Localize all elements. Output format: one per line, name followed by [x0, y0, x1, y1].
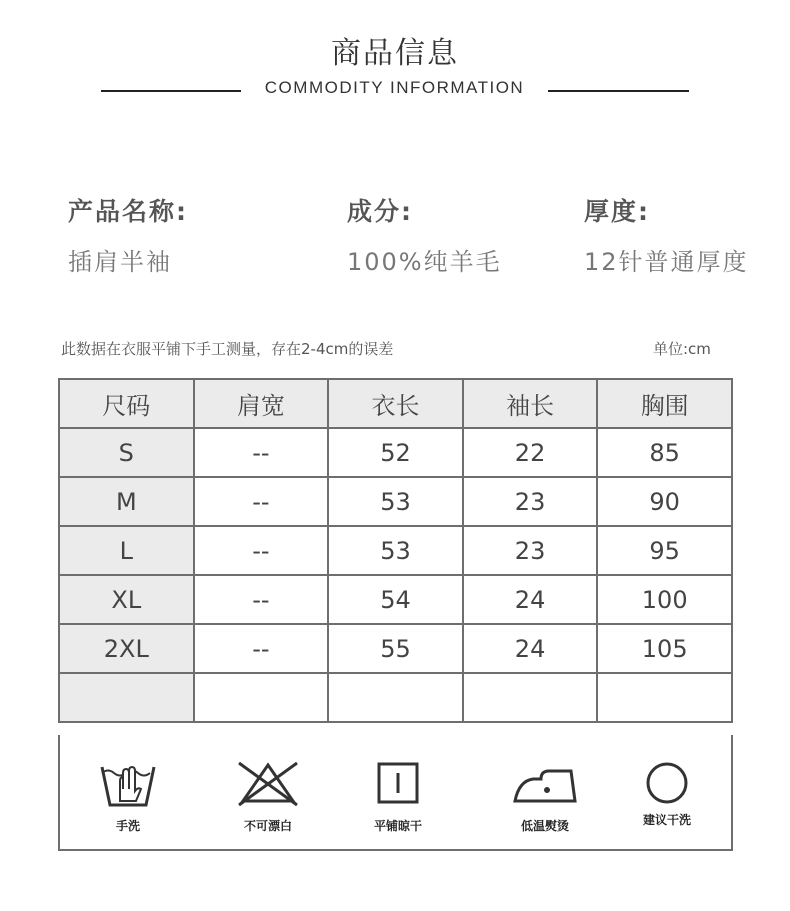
table-cell: --: [194, 526, 329, 575]
care-dry-flat: [338, 759, 458, 834]
table-cell: --: [194, 477, 329, 526]
table-row: [59, 575, 732, 624]
size-cell: L: [59, 526, 194, 575]
table-cell: 24: [463, 624, 598, 673]
care-label: 建议干洗: [642, 813, 691, 827]
header-cell: 肩宽: [194, 379, 329, 428]
divider-right: [548, 90, 689, 92]
dry-flat-icon: [374, 759, 422, 807]
table-cell: 53: [328, 526, 463, 575]
table-cell: 23: [463, 477, 598, 526]
info-thickness: [584, 192, 749, 277]
no-bleach-icon: [235, 759, 301, 807]
header-cell: 衣长: [328, 379, 463, 428]
info-value: 插肩半袖: [68, 248, 172, 276]
size-cell: M: [59, 477, 194, 526]
header-cell: 袖长: [463, 379, 598, 428]
table-cell: 23: [463, 526, 598, 575]
table-row: [59, 428, 732, 477]
table-cell: --: [194, 575, 329, 624]
page-subtitle: COMMODITY INFORMATION: [264, 78, 525, 97]
care-no-bleach: [208, 759, 328, 834]
info-label: 厚度:: [584, 197, 650, 226]
info-value: 100%纯羊毛: [347, 248, 502, 276]
unit-note: 单位:cm: [653, 340, 711, 358]
table-row-empty: [59, 673, 732, 722]
header-cell: 尺码: [59, 379, 194, 428]
care-label: 低温熨烫: [520, 819, 569, 833]
size-table: [58, 378, 733, 723]
table-row: [59, 624, 732, 673]
measurement-note: 此数据在衣服平铺下手工测量，存在2-4cm的误差: [61, 340, 394, 358]
dry-clean-icon: [643, 759, 691, 807]
size-cell: 2XL: [59, 624, 194, 673]
care-instructions: [58, 735, 733, 851]
info-label: 产品名称:: [68, 197, 188, 226]
divider-left: [101, 90, 241, 92]
table-cell: 55: [328, 624, 463, 673]
header-cell: 胸围: [597, 379, 732, 428]
table-cell: [328, 673, 463, 722]
care-low-iron: [485, 759, 605, 834]
table-cell: 85: [597, 428, 732, 477]
table-cell: --: [194, 428, 329, 477]
size-cell: XL: [59, 575, 194, 624]
care-label: 不可漂白: [243, 819, 292, 833]
info-material: [347, 192, 502, 277]
table-row: [59, 526, 732, 575]
subtitle-row: [0, 78, 790, 104]
table-cell: 90: [597, 477, 732, 526]
table-cell: 22: [463, 428, 598, 477]
table-cell: 24: [463, 575, 598, 624]
care-label: 手洗: [115, 819, 140, 833]
table-cell: 53: [328, 477, 463, 526]
info-product-name: [68, 192, 188, 277]
info-value: 12针普通厚度: [584, 248, 749, 276]
table-cell: --: [194, 624, 329, 673]
size-cell: S: [59, 428, 194, 477]
hand-wash-icon: [98, 759, 158, 811]
size-cell: [59, 673, 194, 722]
care-dry-clean: [607, 759, 727, 828]
table-cell: 95: [597, 526, 732, 575]
info-label: 成分:: [347, 197, 413, 226]
table-cell: 105: [597, 624, 732, 673]
care-label: 平铺晾干: [373, 819, 422, 833]
table-cell: 54: [328, 575, 463, 624]
table-cell: [194, 673, 329, 722]
table-cell: [597, 673, 732, 722]
low-iron-icon: [511, 759, 579, 807]
table-row: [59, 477, 732, 526]
care-hand-wash: [68, 759, 188, 834]
table-cell: 52: [328, 428, 463, 477]
table-cell: [463, 673, 598, 722]
page-title: 商品信息: [331, 36, 459, 71]
table-header-row: [59, 379, 732, 428]
table-cell: 100: [597, 575, 732, 624]
